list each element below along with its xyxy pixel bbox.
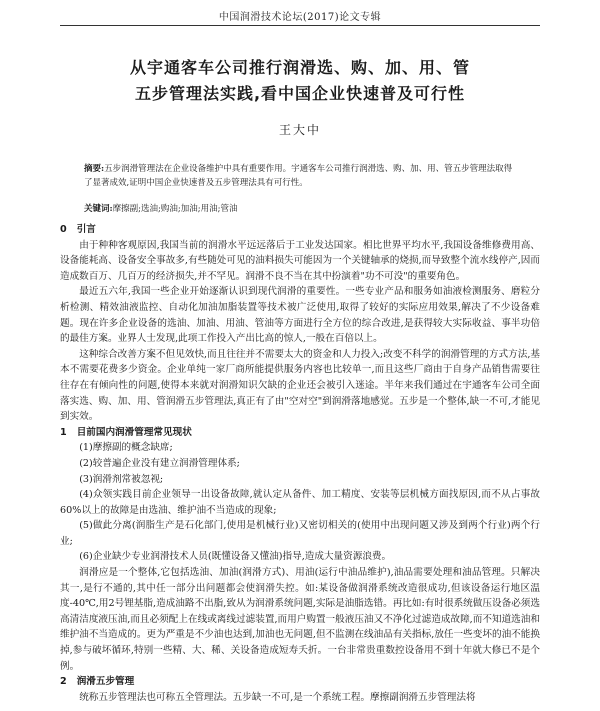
list-item: (2)较普遍企业没有建立润滑管理体系; [79,457,240,469]
list-item: (4)众领实践目前企业领导一出设备故障,就认定从备件、加工精度、安装等层机械方面找原因,而不从占事故60%以上的故障是由选油、维护油不当造成的现象; [60,489,540,516]
abstract-label: 摘要: [84,164,105,174]
title-line-1: 从宇通客车公司推行润滑选、购、加、用、管 [129,58,470,77]
section-number: 0 [60,224,67,235]
list-item: (6)企业缺少专业润滑技术人员(既懂设备又懂油)指导,造成大量资源浪费。 [79,551,392,563]
section-heading [60,425,540,441]
body-text [60,222,540,705]
paragraph: 由于种种客观原因,我国当前的润滑水平远远落后于工业发达国家。相比世界平均水平,我国设备维修费用高、设备能耗高、设备安全事故多,有些随处可见的油料损失可能因为一个关键轴承的烧损,而导致整个流水线停产,因而造成数百万、几百万的经济损失,并不罕见。润滑不良不当在其中扮演着"功不可没"的重要角色。 [60,239,540,282]
section-heading [60,222,540,238]
section-title: 引言 [76,224,96,235]
list-item: (3)润滑剂常被忽视; [79,473,164,485]
list-item: (1)摩擦副的概念缺席; [79,442,173,454]
section-heading [60,674,540,690]
section-number: 1 [60,426,67,438]
header-rule [60,25,540,26]
section-title: 目前国内润滑管理常见现状 [76,426,192,438]
title-line-2: 五步管理法实践,看中国企业快速普及可行性 [134,84,466,103]
keywords [84,202,516,216]
abstract [84,162,516,190]
abstract-text: 五步润滑管理法在企业设备维护中具有重要作用。宇通客车公司推行润滑选、购、加、用、管五步管理法取得了显著成效,证明中国企业快速普及五步管理法具有可行性。 [84,164,513,188]
section-title: 润滑五步管理 [76,676,135,688]
paragraph: 最近五六年,我国一些企业开始逐渐认识到现代润滑的重要性。一些专业产品和服务如油液检测服务、磨粒分析检测、精效油液监控、自动化加油加脂装置等技术被广泛使用,取得了较好的实际应用效果,解决了不少设备难题。现在许多企业设备的选油、加油、用油、管油等方面进行全方位的综合改进,是获得较大实际收益、事半功倍的最佳方案。业界人士发现,此项工作投入产出比高的惊人,一般在百倍以上。 [60,286,540,345]
list-item: (5)做此分离(润脂生产是石化部门,使用是机械行业)又密切相关的(使用中出现问题又涉及到两个行业)两个行业; [60,520,540,547]
section-number: 2 [60,676,67,688]
author: 王大中 [278,123,321,137]
paragraph: 统称五步管理法也可称五全管理法。五步缺一不可,是一个系统工程。摩擦副润滑五步管理法将 [79,691,476,703]
keywords-text: 摩擦副;选油;购油;加油;用油;管油 [112,204,238,214]
keywords-label: 关键词: [84,204,113,214]
paper-title [0,55,600,107]
journal-header: 中国润滑技术论坛(2017)论文专辑 [218,12,382,23]
paragraph: 润滑应是一个整体,它包括选油、加油(润滑方式)、用油(运行中油品维护),油品需要处理和油品管理。只解决其一,是行不通的,其中任一部分出问题都会使润滑失控。如:某设备做润滑系统改造很成功,但该设备运行地区温度-40℃,用2号锂基脂,造成油路不出脂,致从为润滑系统问题,实际是油脂选错。再比如:有时很系统做压设备必须选高清洁度液压油,而且必须配上在线或离线过滤装置,而用户购置一般液压油又不净化过滤造成故障,而不知道选油和维护油不当造成的。更为严重是不少油也达到,加油也无问题,但不监测在线油品有关指标,放任一些变坏的油不能换掉,参与破坏循环,特别一些精、大、稀、关设备造成短寿夭折。一台非常贵重数控设备用不到十年就大修已不是个例。 [60,567,540,672]
paragraph: 这种综合改善方案不但见效快,而且往往并不需要太大的资金和人力投入;改变不科学的润滑管理的方式方法,基本不需要花费多少资金。企业单纯一家厂商所能提供服务内容也比较单一,而且这些厂商由于自身产品销售需要往往存在有倾向性的问题,使得本来就对润滑知识欠缺的企业还会被引入迷途。半年来我们通过在宇通客车公司全面落实选、购、加、用、管润滑五步管理法,真正有了由"空对空"到润滑落地感觉。五步是一个整体,缺一不可,才能见到实效。 [60,348,540,423]
